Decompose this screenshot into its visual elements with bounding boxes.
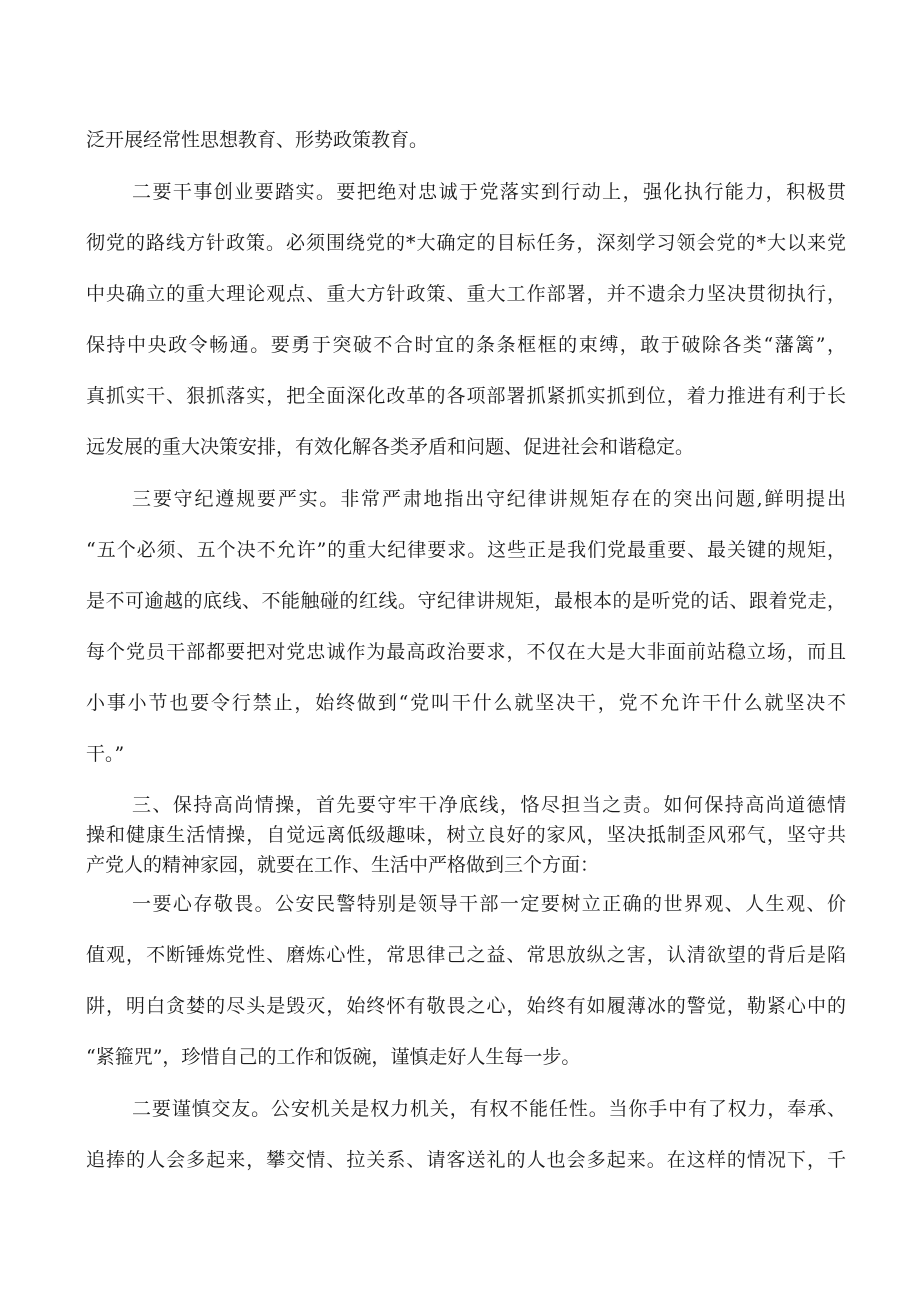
text-line: 产党人的精神家园，就要在工作、生活中严格做到三个方面： — [86, 854, 600, 876]
text-line: 阱，明白贪婪的尽头是毁灭，始终怀有敬畏之心，始终有如履薄冰的警觉，勒紧心中的 — [86, 995, 846, 1017]
text-line: 泛开展经常性思想教育、形势政策教育。 — [86, 129, 429, 151]
text-line: 中央确立的重大理论观点、重大方针政策、重大工作部署，并不遗余力坚决贯彻执行， — [86, 283, 846, 305]
text-line: 操和健康生活情操，自觉远离低级趣味，树立良好的家风，坚决抵制歪风邪气，坚守共 — [86, 824, 846, 846]
text-line: 远发展的重大决策安排，有效化解各类矛盾和问题、促进社会和谐稳定。 — [86, 436, 695, 458]
text-line: 保持中央政令畅通。要勇于突破不合时宜的条条框框的束缚，敢于破除各类“藩篱”， — [86, 334, 846, 356]
text-line: 三要守纪遵规要严实。非常严肃地指出守纪律讲规矩存在的突出问题,鲜明提出 — [132, 488, 846, 510]
text-line: 是不可逾越的底线、不能触碰的红线。守纪律讲规矩，最根本的是听党的话、跟着党走， — [86, 590, 846, 612]
text-line: 干。” — [86, 743, 125, 765]
text-line: 二要干事创业要踏实。要把绝对忠诚于党落实到行动上，强化执行能力，积极贯 — [132, 181, 846, 203]
text-line: 二要谨慎交友。公安机关是权力机关，有权不能任性。当你手中有了权力，奉承、 — [132, 1098, 846, 1120]
text-line: 值观，不断锤炼党性、磨炼心性，常思律己之益、常思放纵之害，认清欲望的背后是陷 — [86, 944, 846, 966]
text-line: “紧箍咒”，珍惜自己的工作和饭碗，谨慎走好人生每一步。 — [86, 1046, 581, 1068]
text-line: 每个党员干部都要把对党忠诚作为最高政治要求，不仅在大是大非面前站稳立场，而且 — [86, 641, 846, 663]
text-line: 三、保持高尚情操，首先要守牢干净底线，恪尽担当之责。如何保持高尚道德情 — [132, 794, 846, 816]
text-line: 一要心存敬畏。公安民警特别是领导干部一定要树立正确的世界观、人生观、价 — [132, 893, 846, 915]
text-line: “五个必须、五个决不允许”的重大纪律要求。这些正是我们党最重要、最关键的规矩， — [86, 539, 846, 561]
text-line: 彻党的路线方针政策。必须围绕党的*大确定的目标任务，深刻学习领会党的*大以来党 — [86, 232, 846, 254]
text-line: 小事小节也要令行禁止，始终做到“党叫干什么就坚决干，党不允许干什么就坚决不 — [86, 692, 846, 714]
text-line: 真抓实干、狠抓落实，把全面深化改革的各项部署抓紧抓实抓到位，着力推进有利于长 — [86, 385, 846, 407]
text-line: 追捧的人会多起来，攀交情、拉关系、请客送礼的人也会多起来。在这样的情况下，千 — [86, 1149, 846, 1171]
